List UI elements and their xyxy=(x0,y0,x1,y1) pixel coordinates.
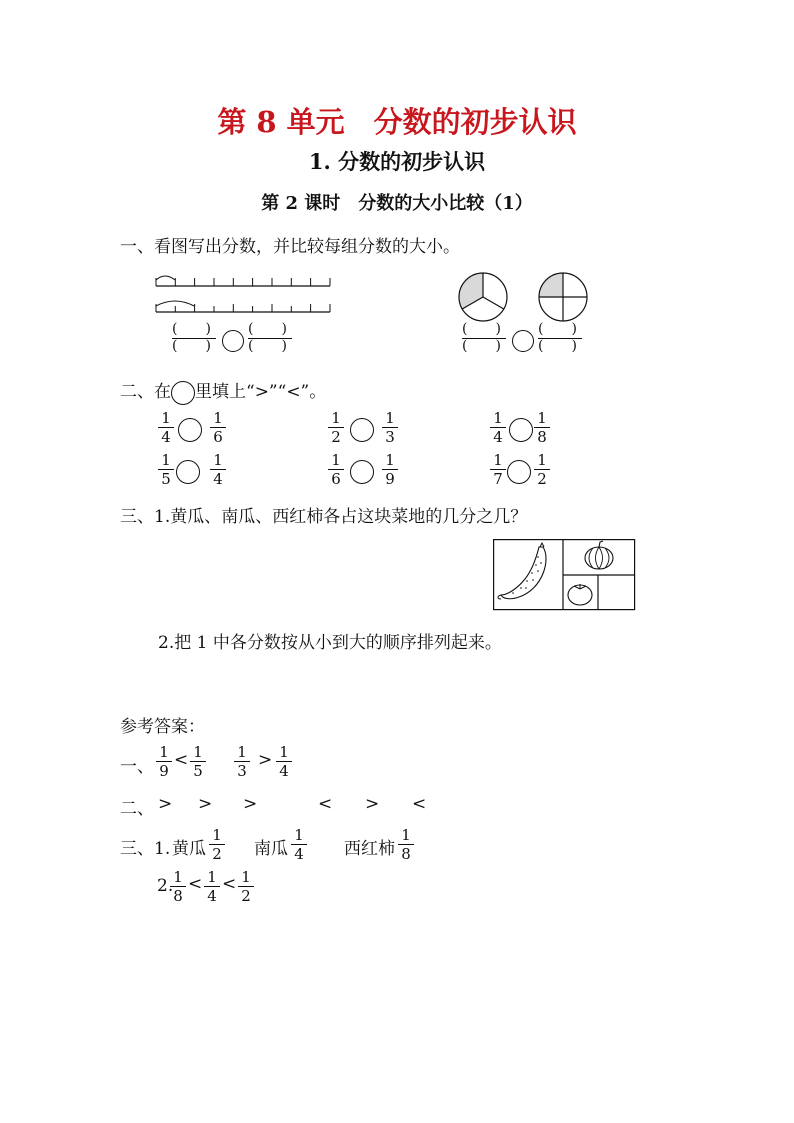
section-title: 1. 分数的初步认识 xyxy=(308,149,486,174)
tomato-icon xyxy=(568,584,592,605)
answer-3-tomato-fraction: $\frac{1}{8}$ xyxy=(398,827,414,862)
answers-heading: 参考答案： xyxy=(120,717,205,737)
answer-3b-prefix: 2. xyxy=(157,876,174,896)
q2-item1-right-fraction: $\frac{1}{6}$ xyxy=(210,410,226,445)
answer-2-prefix: 二、 xyxy=(120,799,154,819)
circle-thirds-figure xyxy=(456,270,510,324)
q2-item3-left-fraction: $\frac{1}{4}$ xyxy=(490,410,506,445)
q1-right-compare-circle[interactable] xyxy=(512,330,534,352)
unit-title: 第 8 单元 分数的初步认识 xyxy=(217,105,577,139)
q2-item1-left-fraction: $\frac{1}{4}$ xyxy=(158,410,174,445)
q2-item2-compare-circle[interactable] xyxy=(350,418,374,442)
q2-item6-right-fraction: $\frac{1}{2}$ xyxy=(534,452,550,487)
answer-3-cucumber-fraction: $\frac{1}{2}$ xyxy=(209,827,225,862)
q1-left-compare-circle[interactable] xyxy=(222,330,244,352)
q2-item4-compare-circle[interactable] xyxy=(176,460,200,484)
q2-item1-compare-circle[interactable] xyxy=(178,418,202,442)
q2-item3-right-fraction: $\frac{1}{8}$ xyxy=(534,410,550,445)
q2-item2-right-fraction: $\frac{1}{3}$ xyxy=(382,410,398,445)
vegetable-garden-figure xyxy=(493,539,636,611)
circle-quarters-figure xyxy=(536,270,590,324)
q2-item6-left-fraction: $\frac{1}{7}$ xyxy=(490,452,506,487)
answer-1-prefix: 一、 xyxy=(120,757,154,777)
answer-2-symbol: > xyxy=(243,794,258,814)
q2-item6-compare-circle[interactable] xyxy=(507,460,531,484)
question-2-prompt: 二、在 里填上“>”“<”。 xyxy=(120,377,326,405)
answer-1-fraction-b: $\frac{1}{5}$ xyxy=(190,744,206,779)
pumpkin-icon xyxy=(585,541,613,569)
answer-2-symbol: > xyxy=(158,794,173,814)
answer-3-cucumber-label: 黄瓜 xyxy=(172,839,206,859)
answer-3b-operator-a: < xyxy=(188,874,203,894)
q2-item5-left-fraction: $\frac{1}{6}$ xyxy=(328,452,344,487)
segment-bar-figures xyxy=(150,268,340,318)
segment-bar-ninths xyxy=(156,276,330,286)
q2-item3-compare-circle[interactable] xyxy=(509,418,533,442)
answer-3-prefix: 三、1. xyxy=(120,839,171,859)
question-3-part1: 三、1.黄瓜、南瓜、西红柿各占这块菜地的几分之几？ xyxy=(120,507,528,527)
answer-3b-fraction-a: $\frac{1}{8}$ xyxy=(170,869,186,904)
answer-1-fraction-d: $\frac{1}{4}$ xyxy=(276,744,292,779)
answer-2-symbol: > xyxy=(365,794,380,814)
answer-1-operator-b: > xyxy=(258,750,273,770)
q2-item2-left-fraction: $\frac{1}{2}$ xyxy=(328,410,344,445)
circle-symbol-icon xyxy=(171,381,195,405)
lesson-title: 第 2 课时 分数的大小比较（1） xyxy=(261,193,533,214)
answer-2-symbol: > xyxy=(198,794,213,814)
answer-3b-fraction-b: $\frac{1}{4}$ xyxy=(204,869,220,904)
answer-1-operator-a: < xyxy=(174,750,189,770)
segment-bar-fifths xyxy=(156,301,330,312)
q1-right-fraction-blank-b[interactable]: ( ) ( ) xyxy=(538,322,582,355)
q1-left-fraction-blank-b[interactable]: ( ) ( ) xyxy=(248,322,292,355)
answer-3-pumpkin-fraction: $\frac{1}{4}$ xyxy=(291,827,307,862)
answer-3-tomato-label: 西红柿 xyxy=(344,839,395,859)
answer-1-fraction-a: $\frac{1}{9}$ xyxy=(156,744,172,779)
q1-left-fraction-blank-a[interactable]: ( ) ( ) xyxy=(172,322,216,355)
q1-right-fraction-blank-a[interactable]: ( ) ( ) xyxy=(462,322,506,355)
answer-3-pumpkin-label: 南瓜 xyxy=(254,839,288,859)
answer-3b-fraction-c: $\frac{1}{2}$ xyxy=(238,869,254,904)
q2-item5-right-fraction: $\frac{1}{9}$ xyxy=(382,452,398,487)
question-1-prompt: 一、看图写出分数，并比较每组分数的大小。 xyxy=(120,237,460,257)
answer-3b-operator-b: < xyxy=(222,874,237,894)
cucumber-icon xyxy=(498,543,546,599)
q2-item4-left-fraction: $\frac{1}{5}$ xyxy=(158,452,174,487)
question-3-part2: 2.把 1 中各分数按从小到大的顺序排列起来。 xyxy=(158,633,502,653)
answer-2-symbol: < xyxy=(318,794,333,814)
q2-item5-compare-circle[interactable] xyxy=(350,460,374,484)
answer-2-symbol: < xyxy=(412,794,427,814)
answer-1-fraction-c: $\frac{1}{3}$ xyxy=(234,744,250,779)
q2-item4-right-fraction: $\frac{1}{4}$ xyxy=(210,452,226,487)
